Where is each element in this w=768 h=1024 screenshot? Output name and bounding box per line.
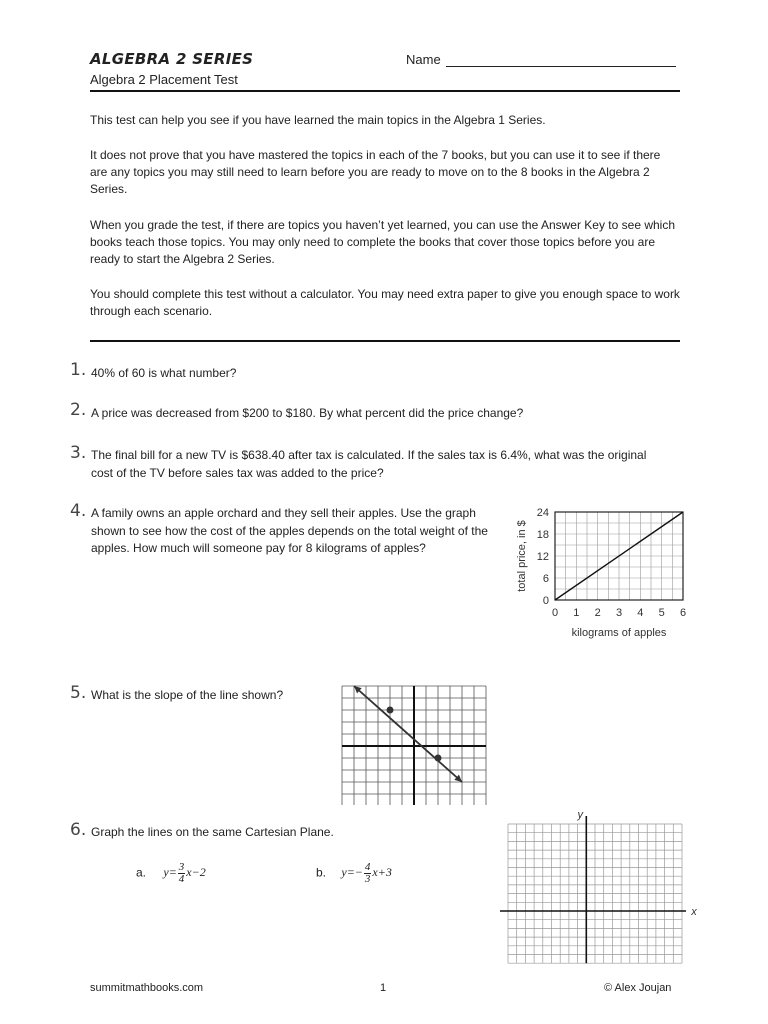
question-text: A price was decreased from $200 to $180. By what percent did the price change?: [91, 406, 524, 420]
x-tick-label: 6: [679, 607, 687, 619]
equation-a-rest: x−2: [186, 865, 206, 880]
equation-a-y: y: [163, 865, 169, 880]
intro-paragraph: When you grade the test, if there are topics you haven’t yet learned, you can use the Answer Key to see which books teach those topics. You may only need to complete the books that cover those topics before you are ready to start the Algebra 2 Series.: [90, 218, 676, 266]
question-number: 3.: [70, 443, 87, 463]
y-axis-label: y: [577, 809, 584, 821]
page-subtitle: Algebra 2 Placement Test: [90, 72, 238, 87]
intro-paragraph: This test can help you see if you have learned the main topics in the Algebra 1 Series.: [90, 113, 546, 127]
x-axis-label: x: [691, 906, 697, 918]
equation-b: [316, 862, 392, 885]
question-text: The final bill for a new TV is $638.40 after tax is calculated. If the sales tax is 6.4%, what was the original cost of the TV before sales tax was added to the price?: [91, 448, 647, 480]
equation-b-numerator: 4: [364, 861, 371, 873]
question-number: 6.: [70, 820, 87, 840]
x-tick-label: 4: [637, 607, 644, 619]
equation-b-equals: =−: [346, 865, 363, 880]
equation-a-denominator: 4: [178, 873, 185, 885]
question-number: 5.: [70, 683, 87, 703]
equation-b-fraction: [364, 862, 372, 885]
x-tick-label: 0: [551, 607, 559, 619]
series-title: ALGEBRA 2 SERIES: [90, 50, 254, 68]
y-tick-label: 24: [536, 507, 549, 519]
slope-line-graph: [336, 680, 491, 805]
apple-price-chart: [505, 500, 705, 650]
y-axis-label: total price, in $: [516, 520, 528, 592]
equation-a-fraction: [178, 862, 186, 885]
name-field-line[interactable]: [446, 66, 676, 67]
marked-point: [387, 707, 394, 714]
x-tick-label: 5: [658, 607, 665, 619]
equation-b-y: y: [341, 865, 347, 880]
question-text: What is the slope of the line shown?: [91, 688, 284, 702]
marked-point: [435, 755, 442, 762]
y-tick-label: 0: [542, 595, 549, 607]
y-tick-label: 12: [536, 551, 549, 563]
header-rule: [90, 90, 680, 92]
question-text: Graph the lines on the same Cartesian Plane.: [91, 825, 334, 839]
equation-b-rest: x+3: [372, 865, 392, 880]
equation-b-label: b.: [316, 865, 327, 880]
y-tick-label: 18: [536, 529, 549, 541]
question-number: 1.: [70, 360, 87, 380]
page-number: 1: [380, 982, 387, 994]
intro-paragraph: You should complete this test without a calculator. You may need extra paper to give you enough space to work through each scenario.: [90, 287, 680, 318]
x-tick-label: 2: [594, 607, 601, 619]
equation-a-numerator: 3: [178, 861, 185, 873]
equation-a-equals: =: [168, 865, 177, 880]
intro-paragraph: It does not prove that you have mastered the topics in each of the 7 books, but you can use it to see if there are any topics you may still need to learn before you are ready to move on to the 8 books in the Algebra 2 Series.: [90, 148, 661, 196]
question-number: 2.: [70, 400, 87, 420]
question-number: 4.: [70, 501, 87, 521]
y-tick-label: 6: [542, 573, 549, 585]
intro-rule: [90, 340, 680, 342]
equation-b-denominator: 3: [364, 873, 371, 885]
footer-copyright: © Alex Joujan: [604, 982, 672, 994]
equation-a-label: a.: [136, 865, 147, 880]
x-tick-label: 1: [573, 607, 580, 619]
name-label: Name: [406, 52, 441, 67]
x-axis-label: kilograms of apples: [571, 627, 667, 639]
equation-a: [136, 862, 206, 885]
question-text: 40% of 60 is what number?: [91, 366, 237, 380]
cartesian-plane[interactable]: [498, 804, 698, 966]
x-tick-label: 3: [615, 607, 623, 619]
footer-website: summitmathbooks.com: [90, 982, 204, 994]
question-text: A family owns an apple orchard and they sell their apples. Use the graph shown to see how the cost of the apples depends on the total weight of the apples. How much will someone pay for 8 kilograms of apples?: [91, 506, 488, 555]
